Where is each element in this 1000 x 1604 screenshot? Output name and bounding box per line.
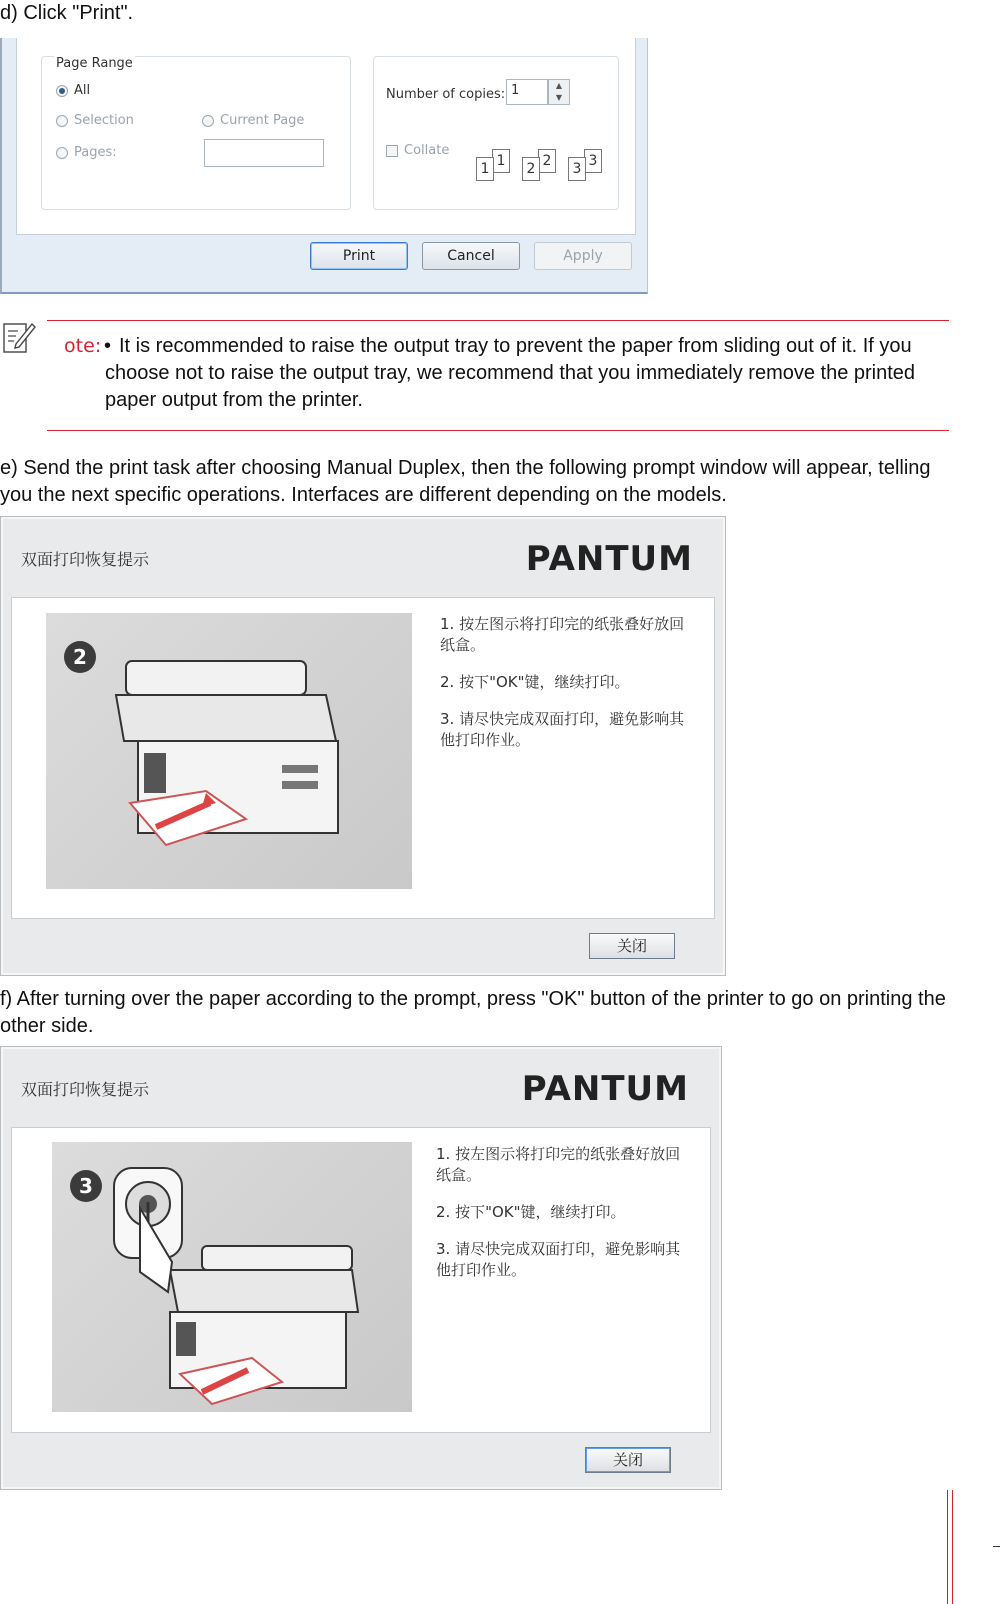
note-top-rule	[47, 320, 949, 321]
page-icon-1b: 1	[492, 149, 510, 173]
dialog-2-illustration	[52, 1142, 412, 1412]
dialog-2-content	[11, 1127, 711, 1433]
dialog-1-content	[11, 597, 715, 919]
radio-selection[interactable]	[56, 113, 134, 128]
dialog-2-instruction-3: 3. 请尽快完成双面打印，避免影响其他打印作业。	[436, 1240, 681, 1279]
spin-up-icon[interactable]: ▲	[555, 81, 563, 90]
duplex-prompt-dialog-1	[0, 516, 726, 976]
page-edge-accent-line	[952, 1490, 953, 1604]
step-e-text: e) Send the print task after choosing Manual Duplex, then the following prompt window will appear, telling you the next specific operations. Interfaces are different depending on the models.	[0, 457, 931, 506]
radio-pages[interactable]	[56, 145, 117, 160]
copies-group	[373, 56, 619, 210]
radio-all-indicator[interactable]	[56, 85, 68, 97]
dialog-1-instructions	[440, 614, 698, 767]
radio-pages-label: Pages:	[74, 145, 117, 160]
page-edge-tick	[993, 1546, 1000, 1547]
dialog-2-instructions	[436, 1144, 694, 1297]
dialog-1-instruction-3: 3. 请尽快完成双面打印，避免影响其他打印作业。	[440, 710, 685, 749]
note-text-block	[105, 333, 955, 414]
page-icon-1a: 1	[476, 157, 494, 181]
collate-checkbox[interactable]	[386, 143, 449, 158]
page-icon-2a: 2	[522, 157, 540, 181]
dialog-1-illustration	[46, 613, 412, 889]
page-range-group	[41, 56, 351, 210]
step-d-text: d) Click "Print".	[0, 2, 134, 24]
dialog-1-title: 双面打印恢复提示	[21, 550, 150, 569]
radio-selection-indicator[interactable]	[56, 115, 68, 127]
page-icon-3b: 3	[584, 149, 602, 173]
print-dialog	[0, 38, 648, 294]
dialog-2-instruction-2: 2. 按下"OK"键，继续打印。	[436, 1203, 626, 1221]
dialog-1-instruction-1: 1. 按左图示将打印完的纸张叠好放回纸盒。	[440, 615, 685, 654]
page-edge-line	[947, 1490, 948, 1604]
radio-all[interactable]	[56, 83, 90, 98]
dialog-1-instruction-2: 2. 按下"OK"键，继续打印。	[440, 673, 630, 691]
note-bottom-rule	[47, 430, 949, 431]
radio-current-page-label: Current Page	[220, 113, 305, 128]
pantum-logo: PANTUM	[521, 1069, 689, 1109]
cancel-button[interactable]: Cancel	[422, 242, 520, 270]
dialog-2-title: 双面打印恢复提示	[21, 1080, 150, 1099]
copies-label: Number of copies:	[386, 87, 506, 102]
dialog-1-close-button[interactable]: 关闭	[589, 933, 675, 959]
radio-current-page-indicator[interactable]	[202, 115, 214, 127]
radio-selection-label: Selection	[74, 113, 134, 128]
printer-ok-button-illustration-icon	[52, 1142, 412, 1412]
collate-label: Collate	[404, 143, 450, 158]
page-icon-3a: 3	[568, 157, 586, 181]
pages-input[interactable]	[204, 139, 324, 167]
dialog-2-instruction-1: 1. 按左图示将打印完的纸张叠好放回纸盒。	[436, 1145, 681, 1184]
pantum-logo: PANTUM	[525, 539, 693, 579]
dialog-1-step-number: 2	[64, 641, 96, 673]
note-text: It is recommended to raise the output tray to prevent the paper from sliding out of it. If you choose not to raise the output tray, we recommend that you immediately remove the printed paper output from the printer.	[105, 335, 916, 411]
note-label: ote:	[64, 335, 102, 357]
note-icon	[2, 318, 36, 358]
page-icon-2b: 2	[538, 149, 556, 173]
note-bullet: •	[104, 335, 112, 357]
page-range-title: Page Range	[56, 56, 133, 71]
copies-spinner[interactable]	[548, 79, 570, 105]
dialog-2-close-button[interactable]: 关闭	[585, 1447, 671, 1473]
copies-input[interactable]: 1	[506, 79, 548, 105]
spin-down-icon[interactable]: ▼	[555, 93, 563, 102]
radio-current-page[interactable]	[202, 113, 304, 128]
radio-all-label: All	[74, 83, 91, 98]
collate-box[interactable]	[386, 145, 398, 157]
print-dialog-panel	[16, 38, 636, 235]
dialog-2-step-number: 3	[70, 1170, 102, 1202]
printer-tray-illustration-icon	[46, 613, 412, 889]
collate-pages-icon	[478, 149, 616, 187]
apply-button[interactable]: Apply	[534, 242, 632, 270]
print-button[interactable]: Print	[310, 242, 408, 270]
step-f-text: f) After turning over the paper according to the prompt, press "OK" button of the printer to go on printing the other side.	[0, 988, 946, 1037]
radio-pages-indicator[interactable]	[56, 147, 68, 159]
duplex-prompt-dialog-2	[0, 1046, 722, 1490]
